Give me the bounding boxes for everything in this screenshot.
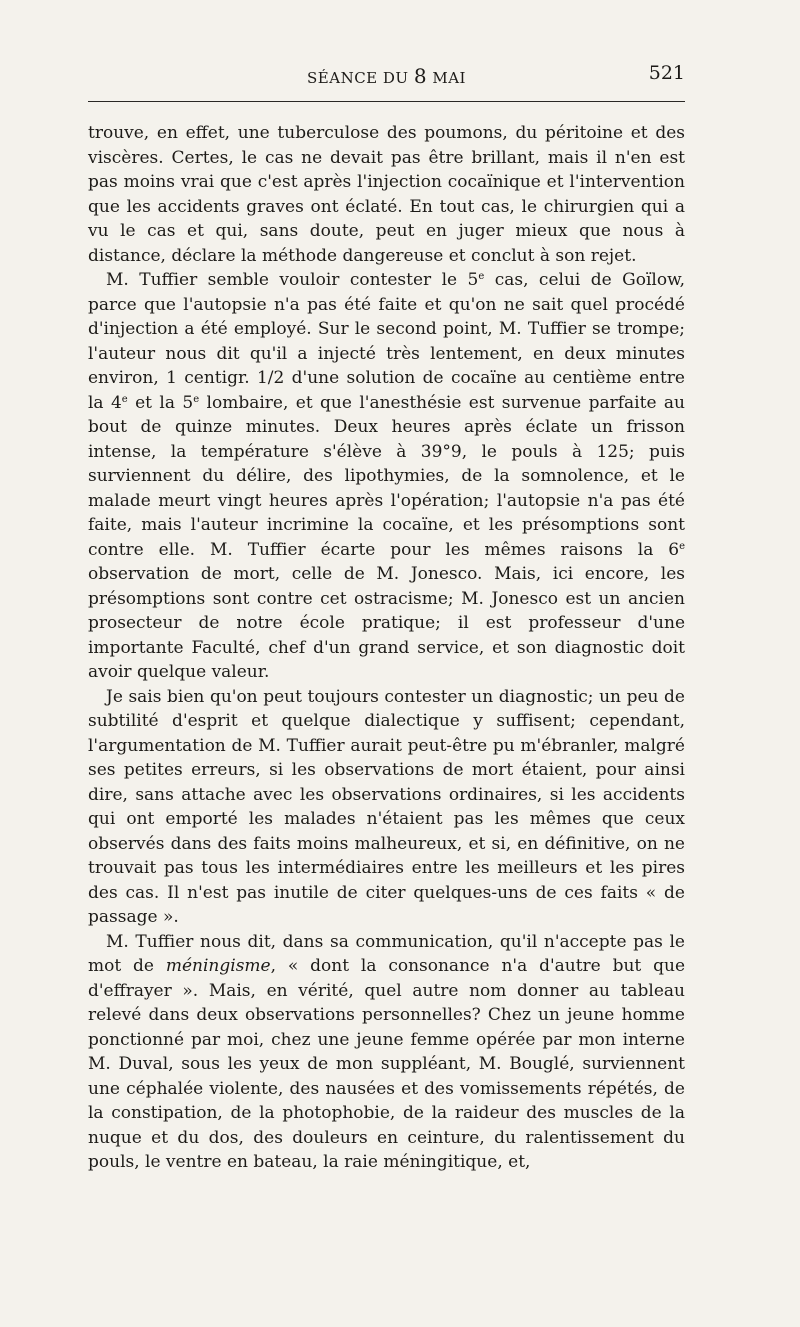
italic-term: méningisme [165,956,271,976]
header-rule [88,101,685,102]
running-title [88,64,685,88]
superscript: e [679,540,685,552]
running-title-day: 8 [413,64,428,88]
text-run: Je sais bien qu'on peut toujours contester un diagnostic; un peu de subtilité d'esprit et quelque dialectique y suffisent; cependant, l'argumentation de M. Tuffier aurait peut-être pu m'ébranler, malgré ses petites erreurs, si les observations de mort étaient, pour ainsi dire, sans attache avec les observations ordinaires, si les accidents qui ont emporté les malades n'étaient pas les mêmes que ceux observés dans des faits moins malheureux, et si, en définitive, on ne trouvait pas tous les intermédiaires entre les meilleurs et les pires des cas. Il n'est pas inutile de citer quelques-uns de ces faits « de passage ». [88,686,685,927]
text-run: M. Tuffier nous dit, dans sa communication, qu'il n'accepte pas le mot de [88,931,685,976]
page-number: 521 [648,62,685,84]
running-header [88,62,685,90]
text-run: , « dont la consonance n'a d'autre but que d'effrayer ». Mais, en vérité, quel autre nom donner au tableau relevé dans deux observations personnelles? Chez un jeune homme ponctionné par moi, chez une jeune femme opérée par mon interne M. Duval, sous les yeux de mon suppléant, M. Bouglé, surviennent une céphalée violente, des nausées et des vomissements répétés, de la constipation, de la photophobie, de la raideur des muscles de la nuque et du dos, des douleurs en ceinture, du ralentissement du pouls, le ventre en bateau, la raie méningitique, et, [88,956,685,1172]
superscript: e [478,271,485,282]
text-run: lombaire, et que l'anesthésie est survenue parfaite au bout de quinze minutes. Deux heures après éclate un frisson intense, la température s'élève à 39°9, le pouls à 125; puis surviennent du délire, des lipothymies, de la somnolence, et le malade meurt vingt heures après l'opération; l'autopsie n'a pas été faite, mais l'auteur incrimine la cocaïne, et les présomptions sont contre elle. M. Tuffier écarte pour les mêmes raisons la 6 [88,392,685,560]
text-run: cas, celui de Goïlow, parce que l'autopsie n'a pas été faite et qu'on ne sait quel procédé d'injection a été employé. Sur le second point, M. Tuffier se trompe; l'auteur nous dit qu'il a injecté très lentement, en deux minutes environ, 1 centigr. 1/2 d'une solution de cocaïne au centième entre la 4 [88,270,686,413]
paragraph [88,685,685,930]
running-title-month: MAI [432,69,466,87]
superscript: e [193,393,200,405]
running-title-seance: SÉANCE DU [307,69,409,87]
text-run: trouve, en effet, une tuberculose des poumons, du péritoine et des viscères. Certes, le cas ne devait pas être brillant, mais il n'en est pas moins vrai que c'est après l'injection cocaïnique et l'intervention que les accidents graves ont éclaté. En tout cas, le chirurgien qui a vu le cas et qui, sans doute, peut en juger mieux que nous à distance, déclare la méthode dangereuse et conclut à son rejet. [88,123,685,266]
text-run: et la 5 [127,392,194,413]
paragraph [88,930,685,1175]
paragraph [88,268,685,685]
text-run: observation de mort, celle de M. Jonesco. Mais, ici encore, les présomptions sont contre cet ostracisme; M. Jonesco est un ancien prosecteur de notre école pratique; il est professeur d'une importante Faculté, chef d'un grand service, et son diagnostic doit avoir quelque valeur. [88,564,685,682]
body-text [88,121,685,1175]
text-run: M. Tuffier semble vouloir contester le 5 [106,270,479,290]
superscript: e [121,393,128,405]
paragraph [88,121,685,268]
